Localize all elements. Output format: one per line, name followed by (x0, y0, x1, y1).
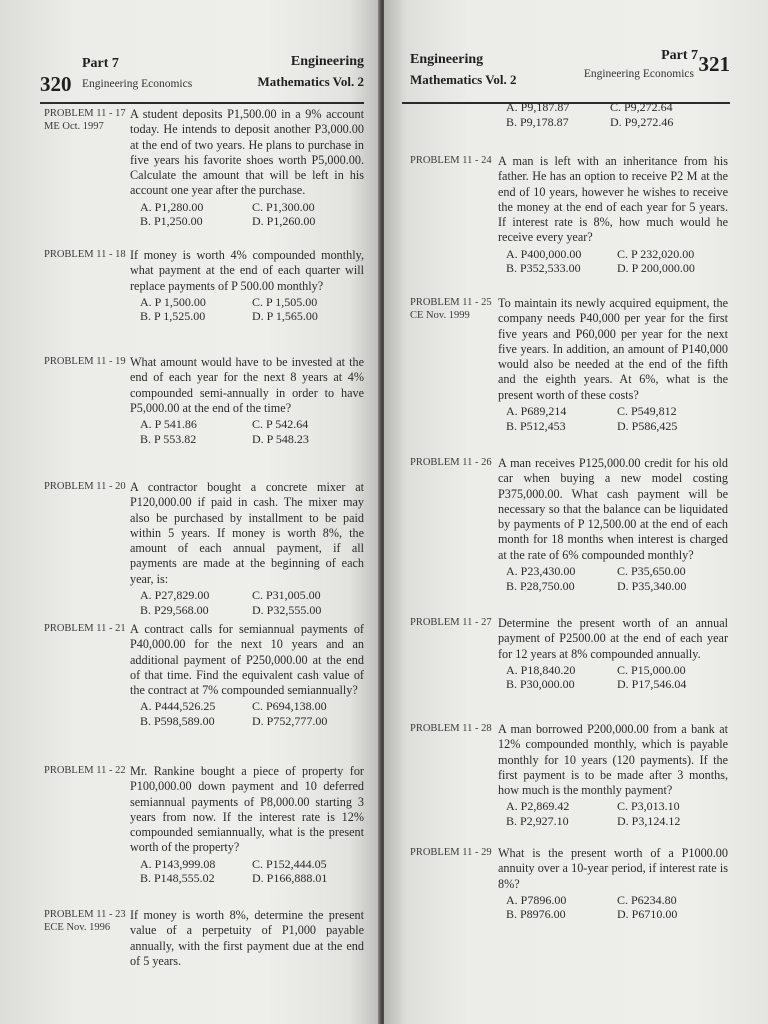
header-rule (40, 102, 364, 104)
choice-a: A. P143,999.08 (140, 856, 216, 871)
left-page-header (0, 48, 380, 104)
answer-choices (498, 404, 728, 433)
choice-a: A. P23,430.00 (506, 564, 576, 579)
choice-a: A. P 541.86 (140, 417, 197, 432)
problem-label: PROBLEM 11 - 23 (44, 909, 126, 920)
choice-c: C. P35,650.00 (617, 564, 686, 579)
choice-c: C. P152,444.05 (252, 856, 327, 871)
choice-d: D. P586,425 (617, 418, 678, 433)
choice-b: B. P9,178.87 (506, 115, 569, 129)
problem-label: PROBLEM 11 - 24 (410, 155, 492, 166)
part-label: Part 7 (661, 48, 698, 63)
page-number: 320 (40, 72, 72, 96)
right-page-header (384, 48, 768, 104)
problem-text: A man is left with an inheritance from his father. He has an option to receive P2 M at the end of 10 years, however he wishes to receive the money at the end of each year for 5 years. If interest rate is 8%, how much would he receive every year? (498, 154, 728, 245)
choice-b: B. P 1,525.00 (140, 309, 206, 324)
problem-label: PROBLEM 11 - 27 (410, 617, 492, 628)
choice-d: D. P 200,000.00 (617, 261, 695, 276)
choice-d: D. P752,777.00 (252, 713, 328, 728)
choice-b: B. P352,533.00 (506, 261, 581, 276)
problem-label: PROBLEM 11 - 20 (44, 481, 126, 492)
choice-a: A. P 1,500.00 (140, 294, 206, 309)
answer-choices (498, 799, 728, 828)
answer-choices (130, 857, 364, 886)
problem-label: PROBLEM 11 - 25 (410, 297, 492, 308)
problem-text: A man borrowed P200,000.00 from a bank at 12% compounded monthly, which is payable monthly for 10 years (120 payments). If the first payment is to be made after 3 months, how much is the monthly payment? (498, 722, 728, 798)
choice-d: D. P35,340.00 (617, 578, 687, 593)
left-page (0, 0, 380, 1024)
book-title-line2: Mathematics Vol. 2 (257, 74, 364, 89)
page-number: 321 (698, 52, 730, 76)
choice-b: B. P29,568.00 (140, 602, 209, 617)
choice-a: A. P444,526.25 (140, 699, 216, 714)
choice-d: D. P17,546.04 (617, 677, 687, 692)
choice-c: C. P1,300.00 (252, 199, 315, 214)
choice-a: A. P7896.00 (506, 892, 567, 907)
answer-choices-continued (506, 100, 714, 130)
choice-c: C. P 232,020.00 (617, 246, 695, 261)
answer-choices (498, 663, 728, 692)
choice-d: D. P6710.00 (617, 907, 678, 922)
choice-b: B. P8976.00 (506, 907, 566, 922)
problem-text: A student deposits P1,500.00 in a 9% account today. He intends to deposit another P3,000.00 at the end of two years. He plans to purchase in five years his favorite shoes worth P5,000.00. Calculate the amount that will be left in his account one year after the purchase. (130, 107, 364, 198)
choice-d: D. P 1,565.00 (252, 309, 318, 324)
answer-choices (130, 588, 364, 617)
choice-c: C. P549,812 (617, 404, 677, 419)
choice-d: D. P9,272.46 (610, 115, 674, 129)
choice-c: C. P31,005.00 (252, 588, 321, 603)
problem-source: ECE Nov. 1996 (44, 922, 111, 933)
choice-d: D. P 548.23 (252, 431, 309, 446)
problem-label: PROBLEM 11 - 21 (44, 623, 126, 634)
answer-choices (498, 893, 728, 922)
choice-c: C. P15,000.00 (617, 662, 686, 677)
choice-c: C. P9,272.64 (610, 100, 673, 114)
choice-b: B. P598,589.00 (140, 713, 215, 728)
problem-label: PROBLEM 11 - 28 (410, 723, 492, 734)
choice-a: A. P27,829.00 (140, 588, 210, 603)
right-page (384, 0, 768, 1024)
book-title-line2: Mathematics Vol. 2 (410, 72, 517, 87)
part-label: Part 7 (82, 56, 119, 71)
problem-text: If money is worth 8%, determine the present value of a perpetuity of P1,000 payable annually, with the first payment due at the end of 5 years. (130, 908, 364, 968)
answer-choices (130, 417, 364, 446)
choice-c: C. P 1,505.00 (252, 294, 318, 309)
choice-c: C. P6234.80 (617, 892, 677, 907)
book-title-line1: Engineering (290, 54, 364, 69)
problem-text: Determine the present worth of an annual payment of P2500.00 at the end of each year for 12 years at 8% compounded annually. (498, 616, 728, 661)
choice-a: A. P689,214 (506, 404, 567, 419)
answer-choices (130, 200, 364, 229)
choice-d: D. P166,888.01 (252, 871, 328, 886)
problem-text: What amount would have to be invested at the end of each year for the next 8 years at 4% compounded semi-annually in order to have P5,000.00 at the end of the time? (130, 355, 364, 415)
choice-b: B. P28,750.00 (506, 578, 575, 593)
choice-b: B. P 553.82 (140, 431, 197, 446)
choice-d: D. P1,260.00 (252, 214, 316, 229)
answer-choices (498, 247, 728, 276)
choice-b: B. P512,453 (506, 418, 566, 433)
choice-d: D. P32,555.00 (252, 602, 322, 617)
problem-label: PROBLEM 11 - 26 (410, 457, 492, 468)
choice-d: D. P3,124.12 (617, 813, 681, 828)
choice-b: B. P30,000.00 (506, 677, 575, 692)
choice-c: C. P694,138.00 (252, 699, 327, 714)
choice-a: A. P2,869.42 (506, 799, 570, 814)
problem-text: If money is worth 4% compounded monthly, what payment at the end of each quarter will replace payments of P 500.00 monthly? (130, 248, 364, 293)
choice-c: C. P 542.64 (252, 417, 309, 432)
problem-source: ME Oct. 1997 (44, 121, 104, 132)
problem-label: PROBLEM 11 - 29 (410, 847, 492, 858)
answer-choices (130, 295, 364, 324)
choice-a: A. P400,000.00 (506, 246, 582, 261)
choice-c: C. P3,013.10 (617, 799, 680, 814)
choice-a: A. P9,187.87 (506, 100, 570, 114)
choice-b: B. P2,927.10 (506, 813, 569, 828)
problem-text: To maintain its newly acquired equipment, the company needs P40,000 per year for the first five years and P60,000 per year for the next five years. In addition, an amount of P140,000 would also be needed at the end of the fifth and the eighth years. At 6%, what is the present worth of these costs? (498, 296, 728, 402)
choice-a: A. P18,840.20 (506, 662, 576, 677)
section-subtitle: Engineering Economics (583, 68, 694, 80)
problem-text: Mr. Rankine bought a piece of property for P100,000.00 down payment and 10 deferred semiannual payments of P8,000.00 starting 3 years from now. If the interest rate is 12% compounded semiannually, what is the present worth of the property? (130, 764, 364, 855)
problem-text: A man receives P125,000.00 credit for his old car when buying a new model costing P375,000.00. What cash payment will be necessary so that the balance can be liquidated by payments of P 12,500.00 at the end of each month for 18 months when interest is charged at the rate of 6% compounded monthly? (498, 456, 728, 562)
book-title-line1: Engineering (410, 52, 484, 67)
problem-text: A contract calls for semiannual payments of P40,000.00 for the next 10 years and an additional payment of P250,000.00 at the end of that time. Find the equivalent cash value of the contract at 7% compounded semiannually? (130, 622, 364, 698)
problem-label: PROBLEM 11 - 17 (44, 108, 126, 119)
choice-b: B. P148,555.02 (140, 871, 215, 886)
choice-b: B. P1,250.00 (140, 214, 203, 229)
problem-source: CE Nov. 1999 (410, 310, 470, 321)
choice-a: A. P1,280.00 (140, 199, 204, 214)
section-subtitle: Engineering Economics (82, 78, 193, 90)
problem-text: What is the present worth of a P1000.00 annuity over a 10-year period, if interest rate is 8%? (498, 846, 728, 891)
problem-label: PROBLEM 11 - 22 (44, 765, 126, 776)
problem-label: PROBLEM 11 - 19 (44, 356, 126, 367)
answer-choices (498, 564, 728, 593)
problem-text: A contractor bought a concrete mixer at P120,000.00 if paid in cash. The mixer may also be purchased by installment to be paid within 5 years. If money is worth 8%, the amount of each annual payment, if all payments are made at the beginning of each year, is: (130, 480, 364, 586)
answer-choices (130, 699, 364, 728)
problem-label: PROBLEM 11 - 18 (44, 249, 126, 260)
